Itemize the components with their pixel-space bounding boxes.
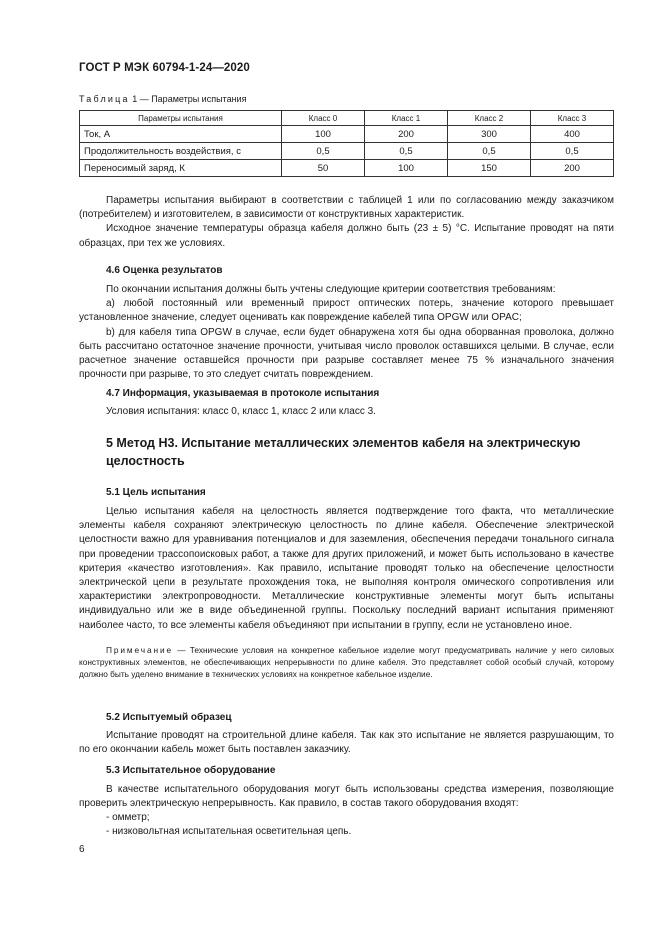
page-number: 6 <box>79 844 85 855</box>
section-heading-4-7: 4.7 Информация, указываемая в протоколе испытания <box>106 388 380 399</box>
section-5-3-body <box>79 783 614 811</box>
table-row <box>80 143 614 160</box>
section-heading-4-6: 4.6 Оценка результатов <box>106 265 223 276</box>
list-item: - омметр; <box>106 812 150 823</box>
section-5-2-body <box>79 729 614 757</box>
table-row <box>80 126 614 143</box>
note-text: — Технические условия на конкретное кабельное изделие могут предусматривать наличие у него силовых конструктивных элементов, не обеспечивающих непрерывности по длине кабеля. Это представляет собой особый случай, которому должно быть уделено внимание в технических условиях на конкретное кабельное изделие. <box>79 645 614 680</box>
paragraph: Условия испытания: класс 0, класс 1, класс 2 или класс 3. <box>106 406 376 417</box>
paragraph: Исходное значение температуры образца кабеля должно быть (23 ± 5) °С. Испытание проводят на пяти образцах, при тех же условиях. <box>79 223 614 249</box>
table-caption-text: 1 — Параметры испытания <box>129 94 247 104</box>
column-header: Класс 2 <box>448 111 531 126</box>
paragraph: Целью испытания кабеля на целостность является подтверждение того факта, что металлические элементы кабеля сохраняют электрическую целостность по длине кабеля. Обеспечение электрической целостности важно для уравнивания потенциалов и для заземления, обеспечения передачи тонального сигнала при проведении трассопоисковых работ, а также для других приложений, и может быть использовано в качестве критерия «качество изготовления». Как правило, испытание проводят только на обеспечение целостности электрической цепи в результате прохождения тока, не выполняя контроля омического сопротивления или характеристики электропроводности. Металлические конструктивные элементы могут быть испытаны индивидуально или же в виде объединенной группы. Поскольку последний вариант испытания применяют наиболее часто, то все элементы кабеля объединяют при испытании в группу, если не установлено иное. <box>79 506 614 631</box>
column-header: Параметры испытания <box>80 111 282 126</box>
table-cell: 0,5 <box>282 143 365 160</box>
section-4-6-body <box>79 283 614 382</box>
table-header-row <box>80 111 614 126</box>
column-header: Класс 3 <box>531 111 614 126</box>
paragraph: a) любой постоянный или временный прирост оптических потерь, значение которого превышает установленное значение, следует оценивать как повреждение кабелей типа OPGW или OPAC; <box>79 298 614 324</box>
paragraph: Параметры испытания выбирают в соответствии с таблицей 1 или по согласованию между заказчиком (потребителем) и изготовителем, в зависимости от конструктивных характеристик. <box>79 195 614 221</box>
table-cell: 0,5 <box>365 143 448 160</box>
table-cell: 100 <box>365 160 448 177</box>
paragraph: Испытание проводят на строительной длине кабеля. Так как это испытание не является разрушающим, то по его окончании кабель может быть поставлен заказчику. <box>79 730 614 756</box>
note-paragraph <box>79 644 614 681</box>
column-header: Класс 1 <box>365 111 448 126</box>
standard-header: ГОСТ Р МЭК 60794-1-24—2020 <box>79 62 250 74</box>
table-caption <box>79 94 246 104</box>
table-cell: Продолжительность воздействия, с <box>80 143 282 160</box>
note-label: Примечание <box>106 645 174 655</box>
section-heading-5: 5 Метод Н3. Испытание металлических элементов кабеля на электрическую целостность <box>106 436 581 468</box>
equipment-list <box>106 811 351 839</box>
table-cell: 100 <box>282 126 365 143</box>
list-item: - низковольтная испытательная осветительная цепь. <box>106 826 352 838</box>
parameters-table <box>79 110 614 177</box>
section-5-1-body <box>79 505 614 633</box>
table-cell: 200 <box>531 160 614 177</box>
table-cell: 0,5 <box>531 143 614 160</box>
paragraph: В качестве испытательного оборудования могут быть использованы средства измерения, позволяющие проверить электрическую непрерывность. Как правило, в состав такого оборудования входят: <box>79 784 614 810</box>
note-block <box>79 644 614 681</box>
section-heading-5-2: 5.2 Испытуемый образец <box>106 712 232 723</box>
table-cell: 300 <box>448 126 531 143</box>
table-cell: 150 <box>448 160 531 177</box>
section-4-7-body <box>79 405 614 419</box>
table-cell: 0,5 <box>448 143 531 160</box>
intro-paragraphs <box>79 194 614 251</box>
paragraph: b) для кабеля типа OPGW в случае, если будет обнаружена хотя бы одна оборванная проволока, должно быть рассчитано остаточное значение прочности, учитывая число проволок оставшихся целыми. В случае, если расчетное значение оставшейся прочности при разрыве составляет менее 75 % изначального значения прочности при разрыве, то это следует считать повреждением. <box>79 326 614 381</box>
table-row <box>80 160 614 177</box>
table-cell: 50 <box>282 160 365 177</box>
table-cell: Переносимый заряд, К <box>80 160 282 177</box>
column-header: Класс 0 <box>282 111 365 126</box>
section-heading-5-3: 5.3 Испытательное оборудование <box>106 765 276 776</box>
table-caption-label: Таблица <box>79 94 130 104</box>
section-heading-5-1: 5.1 Цель испытания <box>106 487 206 498</box>
table-cell: Ток, А <box>80 126 282 143</box>
table-cell: 200 <box>365 126 448 143</box>
table-cell: 400 <box>531 126 614 143</box>
paragraph: По окончании испытания должны быть учтены следующие критерии соответствия требованиям: <box>106 284 556 295</box>
